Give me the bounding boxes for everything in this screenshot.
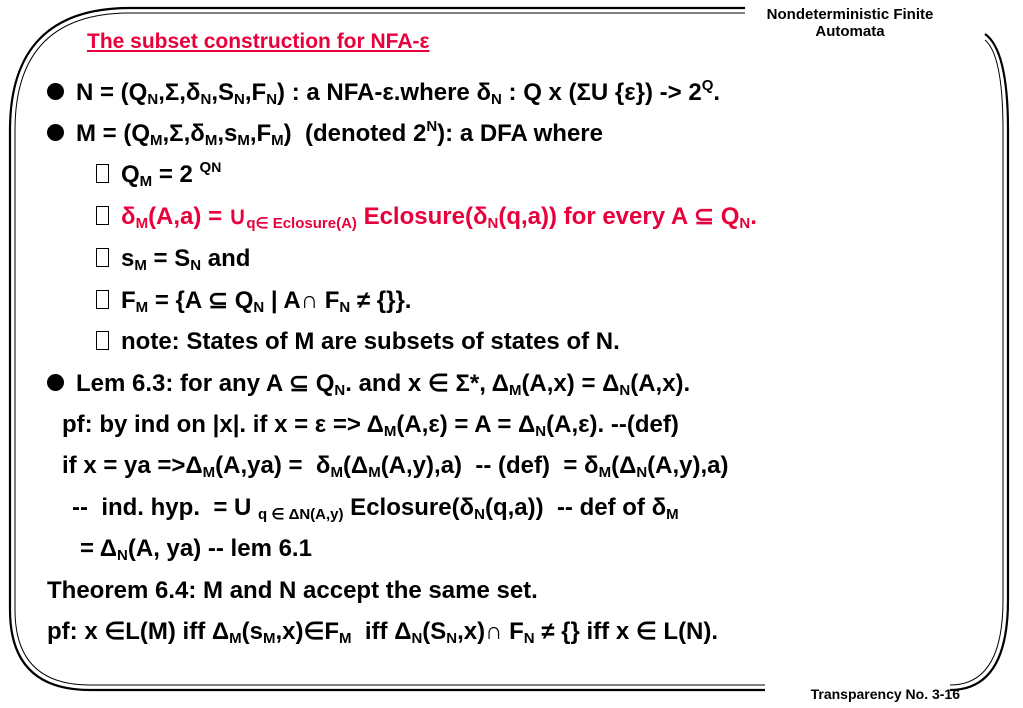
line-text: pf: by ind on |x|. if $x = \varepsilon => \Delta_M(A,\varepsilon) = A = \Delta_N(A,\varepsilon)$. --(def) <box>62 411 679 440</box>
proof-line-step <box>62 452 729 480</box>
line-text: if x = ya $=>\Delta_M(A,ya) = \delta_M(\Delta_M(A,y),a) -- (def) = \delta_M(\Delta_N(A,y),a)$ <box>62 452 729 481</box>
line-text: $F_M = \{A$ ⊆ $Q_N$ | A∩ $F_N$ ≠ {}}. <box>121 287 412 316</box>
proof-line-induction <box>72 494 679 522</box>
sub-bullet-box-icon <box>96 248 109 267</box>
subject-line-2: Automata <box>815 23 885 40</box>
subject-line-1: Nondeterministic Finite <box>766 6 934 23</box>
sub-item-final <box>96 287 411 315</box>
line-text: Theorem 6.4: M and N accept the same set. <box>47 577 538 604</box>
line-text: note: States of M are subsets of states of N. <box>121 328 620 355</box>
sub-item-states <box>96 161 221 189</box>
line-text: -- ind. hyp. = U $_{q \in \Delta N(A,y)}$ $Eclosure(\delta_N(q,a))$ -- def of $\delta_M$ <box>72 494 679 523</box>
sub-bullet-box-icon <box>96 290 109 309</box>
line-text: $s_M = S_N$ and <box>121 245 251 274</box>
line-text: $N = (Q_N,\Sigma,\delta_N,S_N,F_N)$ : a NFA-ε.where $\delta_N$ : Q x (ΣU $\{\varepsilon\}) -> 2^Q$. <box>76 77 721 108</box>
bullet-dfa-definition <box>47 120 603 148</box>
bullet-dot-icon <box>47 124 64 141</box>
bullet-lemma <box>47 370 690 398</box>
bullet-dot-icon <box>47 374 64 391</box>
sub-bullet-box-icon <box>96 331 109 350</box>
bullet-dot-icon <box>47 83 64 100</box>
proof-line-base <box>62 411 679 439</box>
theorem-proof-line <box>47 618 718 646</box>
line-text: Lem 6.3: for any A ⊆ $Q_N$. and x ∈ Σ*, $\Delta_M(A,x) = \Delta_N(A,x)$. <box>76 370 691 399</box>
sub-item-start <box>96 245 250 273</box>
bullet-nfa-definition <box>47 79 720 107</box>
line-text: $\delta_M(A,a)$ = $\cup_{q\in Eclosure(A)}$ $Eclosure(\delta_N(q,a))$ for every A ⊆ $Q_N$. <box>121 203 757 232</box>
sub-item-note <box>96 328 620 356</box>
slide-title: The subset construction for NFA-ε <box>87 30 430 53</box>
sub-item-transition <box>96 203 757 231</box>
theorem-line <box>47 577 538 605</box>
proof-line-conclusion <box>80 535 312 563</box>
sub-bullet-box-icon <box>96 164 109 183</box>
line-text: $M = (Q_M,\Sigma,\delta_M,s_M,F_M)$ (denoted $2^N$): a DFA where <box>76 118 603 149</box>
transparency-number: Transparency No. 3-16 <box>810 686 960 702</box>
line-text: pf: x ∈L(M) iff $\Delta_M(s_M,x)\in F_M$ iff $\Delta_N(S_N,x)\cap$ $F_N$ ≠ {} iff x ∈ L(N). <box>47 618 719 647</box>
line-text: = $\Delta_N(A$, ya) -- lem 6.1 <box>80 535 312 564</box>
slide-subject <box>735 6 965 40</box>
sub-bullet-box-icon <box>96 206 109 225</box>
line-text: $Q_M = 2$ $^{QN}$ <box>121 159 222 190</box>
